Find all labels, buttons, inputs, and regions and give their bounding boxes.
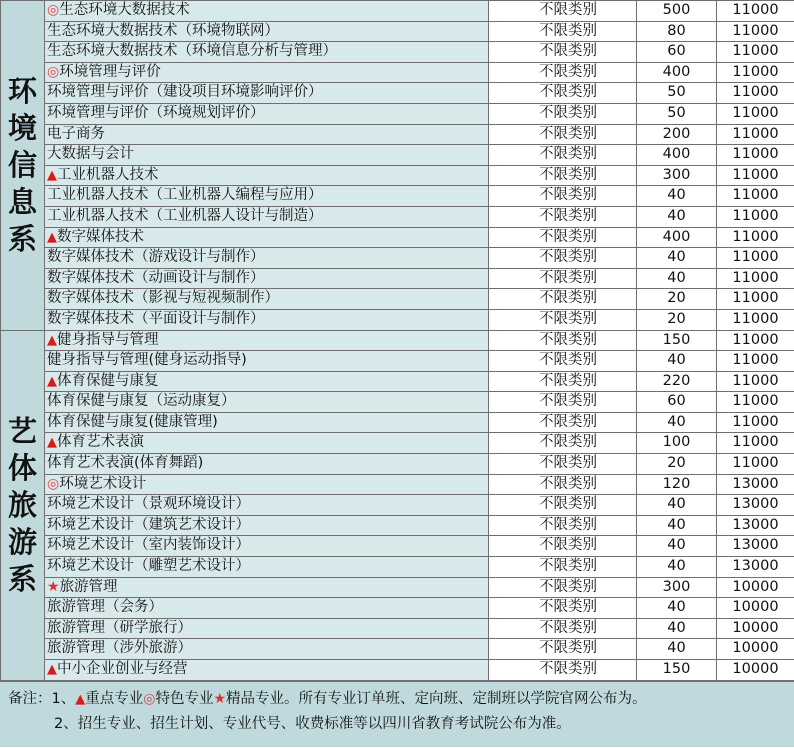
category-cell: 不限类别 [489,42,637,63]
table-row [1,577,794,598]
plan-count-cell: 40 [637,618,717,639]
major-name-cell [45,268,489,289]
major-name: 环境艺术设计（室内装饰设计） [47,537,250,554]
tuition-fee-cell: 11000 [717,371,794,392]
tuition-fee-cell: 11000 [717,289,794,310]
major-name: 健身指导与管理 [57,331,159,348]
tuition-fee-cell: 11000 [717,412,794,433]
major-name: 工业机器人技术 [57,166,159,183]
major-name-cell [45,83,489,104]
major-name-cell [45,351,489,372]
table-row [1,412,794,433]
category-cell: 不限类别 [489,412,637,433]
category-cell: 不限类别 [489,21,637,42]
table-row [1,309,794,330]
plan-count-cell: 20 [637,309,717,330]
tuition-fee-cell: 10000 [717,639,794,660]
table-row [1,103,794,124]
table-row [1,42,794,63]
major-name: 环境管理与评价（环境规划评价） [47,104,265,121]
major-name: 健身指导与管理(健身运动指导) [47,352,247,369]
tuition-fee-cell: 11000 [717,227,794,248]
major-name-cell [45,165,489,186]
plan-count-cell: 60 [637,392,717,413]
tuition-fee-cell: 11000 [717,186,794,207]
category-cell: 不限类别 [489,248,637,269]
category-cell: 不限类别 [489,515,637,536]
table-row [1,1,794,22]
category-cell: 不限类别 [489,1,637,22]
major-name-cell [45,186,489,207]
major-name: 环境艺术设计（景观环境设计） [47,496,250,513]
tuition-fee-cell: 11000 [717,103,794,124]
tuition-fee-cell: 11000 [717,309,794,330]
table-row [1,392,794,413]
plan-count-cell: 150 [637,330,717,351]
plan-count-cell: 400 [637,62,717,83]
major-name: 大数据与会计 [47,146,134,163]
major-name-cell [45,42,489,63]
table-row [1,433,794,454]
key-major-triangle-icon: ▲ [47,229,57,245]
quality-major-star-icon: ★ [47,578,60,595]
table-row [1,598,794,619]
featured-major-circle-icon: ◎ [47,63,60,80]
category-cell: 不限类别 [489,83,637,104]
category-cell: 不限类别 [489,186,637,207]
tuition-fee-cell: 11000 [717,454,794,475]
notes-section [0,681,794,747]
major-name-cell [45,660,489,681]
major-name-cell [45,618,489,639]
major-name: 旅游管理（会务） [47,599,163,616]
major-name-cell [45,412,489,433]
plan-count-cell: 400 [637,145,717,166]
table-row [1,227,794,248]
tuition-fee-cell: 11000 [717,83,794,104]
major-name: 工业机器人技术（工业机器人设计与制造） [47,207,323,224]
plan-count-cell: 80 [637,21,717,42]
tuition-fee-cell: 11000 [717,42,794,63]
tuition-fee-cell: 10000 [717,660,794,681]
tuition-fee-cell: 11000 [717,145,794,166]
table-row [1,248,794,269]
major-name-cell [45,103,489,124]
category-cell: 不限类别 [489,124,637,145]
plan-count-cell: 20 [637,454,717,475]
plan-count-cell: 20 [637,289,717,310]
plan-count-cell: 40 [637,206,717,227]
table-row [1,165,794,186]
department-name-cell [1,1,45,331]
major-name-cell [45,536,489,557]
plan-count-cell: 220 [637,371,717,392]
category-cell: 不限类别 [489,289,637,310]
major-name: 生态环境大数据技术（环境物联网） [47,22,279,39]
featured-major-circle-icon: ◎ [47,2,60,18]
tuition-fee-cell: 11000 [717,1,794,22]
plan-count-cell: 400 [637,227,717,248]
major-name-cell [45,433,489,454]
major-name: 中小企业创业与经营 [57,661,188,677]
category-cell: 不限类别 [489,268,637,289]
tuition-fee-cell: 11000 [717,330,794,351]
plan-count-cell: 60 [637,42,717,63]
table-row [1,62,794,83]
featured-major-label: 特色专业 [155,690,214,707]
tuition-fee-cell: 10000 [717,577,794,598]
plan-count-cell: 40 [637,268,717,289]
major-name-cell [45,577,489,598]
tuition-fee-cell: 13000 [717,515,794,536]
major-name: 体育保健与康复(健康管理) [47,413,218,430]
major-name: 数字媒体技术（平面设计与制作） [47,310,265,327]
category-cell: 不限类别 [489,598,637,619]
note-line-2: 2、招生专业、招生计划、专业代号、收费标准等以四川省教育考试院公布为准。 [54,715,571,732]
plan-count-cell: 50 [637,103,717,124]
category-cell: 不限类别 [489,62,637,83]
plan-count-cell: 300 [637,165,717,186]
plan-count-cell: 40 [637,557,717,578]
category-cell: 不限类别 [489,454,637,475]
plan-count-cell: 40 [637,351,717,372]
tuition-fee-cell: 10000 [717,618,794,639]
major-name-cell [45,309,489,330]
category-cell: 不限类别 [489,165,637,186]
major-name-cell [45,289,489,310]
table-row [1,495,794,516]
plan-count-cell: 40 [637,639,717,660]
table-row [1,124,794,145]
major-name-cell [45,227,489,248]
major-name: 旅游管理（研学旅行） [47,619,192,636]
major-name: 环境艺术设计（雕塑艺术设计） [47,558,250,575]
table-row [1,83,794,104]
tuition-fee-cell: 13000 [717,557,794,578]
category-cell: 不限类别 [489,330,637,351]
category-cell: 不限类别 [489,577,637,598]
table-row [1,21,794,42]
tuition-fee-cell: 11000 [717,124,794,145]
category-cell: 不限类别 [489,474,637,495]
plan-count-cell: 300 [637,577,717,598]
category-cell: 不限类别 [489,618,637,639]
quality-major-label: 精品专业。所有专业订单班、定向班、定制班以学院官网公布为。 [226,690,647,707]
note-line-1 [8,687,794,712]
key-major-triangle-icon: ▲ [47,167,57,183]
major-name: 数字媒体技术（影视与短视频制作） [47,290,279,307]
tuition-fee-cell: 11000 [717,206,794,227]
key-major-label: 重点专业 [85,690,144,707]
major-name: 数字媒体技术（游戏设计与制作） [47,249,265,266]
table-row [1,330,794,351]
table-row [1,660,794,681]
table-row [1,454,794,475]
featured-major-circle-icon: ◎ [143,690,156,707]
table-row [1,371,794,392]
table-row [1,145,794,166]
category-cell: 不限类别 [489,639,637,660]
tuition-fee-cell: 11000 [717,165,794,186]
major-name: 环境管理与评价 [59,63,161,80]
major-name: 工业机器人技术（工业机器人编程与应用） [47,187,323,204]
tuition-fee-cell: 11000 [717,433,794,454]
major-name-cell [45,371,489,392]
major-name: 环境艺术设计 [59,475,147,492]
table-row [1,536,794,557]
department-name: 艺体旅游系 [7,413,37,596]
tuition-fee-cell: 11000 [717,351,794,372]
major-name-cell [45,124,489,145]
major-name-cell [45,145,489,166]
tuition-fee-cell: 13000 [717,495,794,516]
table-row [1,474,794,495]
plan-count-cell: 40 [637,495,717,516]
category-cell: 不限类别 [489,371,637,392]
plan-count-cell: 150 [637,660,717,681]
major-name-cell [45,557,489,578]
category-cell: 不限类别 [489,309,637,330]
table-row [1,639,794,660]
category-cell: 不限类别 [489,557,637,578]
major-name-cell [45,1,489,22]
plan-count-cell: 500 [637,1,717,22]
major-name: 生态环境大数据技术 [59,2,190,18]
major-name-cell [45,248,489,269]
category-cell: 不限类别 [489,227,637,248]
major-name-cell [45,21,489,42]
department-name: 环境信息系 [7,73,37,256]
note-prefix: 备注：1、 [8,690,76,707]
majors-table-body [1,1,794,681]
category-cell: 不限类别 [489,660,637,681]
table-row [1,515,794,536]
table-row [1,206,794,227]
major-name-cell [45,495,489,516]
major-name: 体育保健与康复（运动康复） [47,393,236,410]
major-name-cell [45,392,489,413]
table-row [1,268,794,289]
major-name-cell [45,515,489,536]
major-name: 数字媒体技术（动画设计与制作） [47,269,265,286]
major-name: 环境艺术设计（建筑艺术设计） [47,516,250,533]
category-cell: 不限类别 [489,433,637,454]
table-row [1,351,794,372]
major-name: 旅游管理（涉外旅游） [47,640,192,657]
major-name-cell [45,330,489,351]
table-row [1,186,794,207]
tuition-fee-cell: 11000 [717,392,794,413]
major-name-cell [45,598,489,619]
plan-count-cell: 40 [637,515,717,536]
tuition-fee-cell: 10000 [717,598,794,619]
plan-count-cell: 100 [637,433,717,454]
key-major-triangle-icon: ▲ [47,373,57,389]
major-name: 电子商务 [47,125,105,142]
featured-major-circle-icon: ◎ [47,475,60,492]
tuition-fee-cell: 13000 [717,536,794,557]
tuition-fee-cell: 11000 [717,268,794,289]
major-name-cell [45,474,489,495]
major-name-cell [45,454,489,475]
tuition-fee-cell: 11000 [717,62,794,83]
major-name: 旅游管理 [59,578,118,595]
major-name: 体育艺术表演(体育舞蹈) [47,455,204,472]
category-cell: 不限类别 [489,103,637,124]
key-major-triangle-icon: ▲ [47,435,57,451]
plan-count-cell: 200 [637,124,717,145]
plan-count-cell: 40 [637,412,717,433]
major-name: 体育保健与康复 [57,372,159,389]
category-cell: 不限类别 [489,495,637,516]
major-name: 生态环境大数据技术（环境信息分析与管理） [47,43,337,60]
major-name: 数字媒体技术 [57,228,144,245]
plan-count-cell: 120 [637,474,717,495]
key-major-triangle-icon: ▲ [75,691,86,707]
department-name-cell [1,330,45,680]
category-cell: 不限类别 [489,392,637,413]
table-row [1,289,794,310]
plan-count-cell: 40 [637,248,717,269]
quality-major-star-icon: ★ [213,690,227,707]
plan-count-cell: 40 [637,598,717,619]
major-name: 体育艺术表演 [57,434,144,451]
category-cell: 不限类别 [489,206,637,227]
table-row [1,618,794,639]
category-cell: 不限类别 [489,145,637,166]
category-cell: 不限类别 [489,536,637,557]
tuition-fee-cell: 11000 [717,21,794,42]
table-row [1,557,794,578]
category-cell: 不限类别 [489,351,637,372]
tuition-fee-cell: 13000 [717,474,794,495]
key-major-triangle-icon: ▲ [47,662,57,677]
major-name-cell [45,639,489,660]
plan-count-cell: 40 [637,186,717,207]
plan-count-cell: 50 [637,83,717,104]
plan-count-cell: 40 [637,536,717,557]
tuition-fee-cell: 11000 [717,248,794,269]
major-name-cell [45,62,489,83]
key-major-triangle-icon: ▲ [47,332,57,348]
major-name: 环境管理与评价（建设项目环境影响评价） [47,84,323,101]
major-name-cell [45,206,489,227]
